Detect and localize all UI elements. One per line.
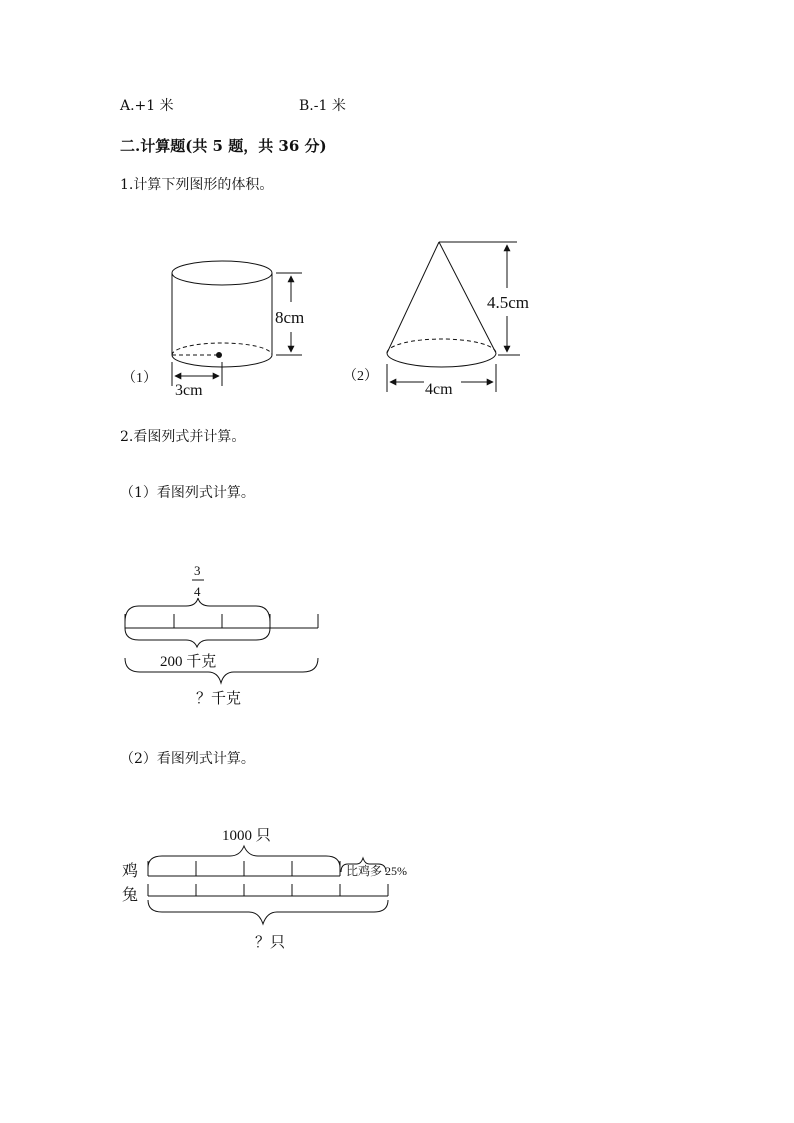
- cylinder-bottom-back: [172, 343, 272, 355]
- question-2-1-prompt: （1）看图列式计算。: [120, 485, 255, 501]
- cylinder-radius-label: 3cm: [175, 382, 203, 399]
- cone-figure: [387, 242, 520, 392]
- question-2-prompt: 2.看图列式并计算。: [120, 429, 246, 445]
- cone-base-back: [387, 339, 496, 353]
- fraction-bar-diagram: [125, 580, 318, 683]
- question-1-prompt: 1.计算下列图形的体积。: [120, 177, 274, 193]
- option-b: B.-1 米: [299, 98, 346, 114]
- fraction-numerator: 3: [194, 563, 201, 578]
- cone-left-edge: [387, 242, 439, 353]
- figure-2-label: （2）: [343, 369, 378, 384]
- figure-1-label: （1）: [122, 371, 157, 386]
- option-a: A.+1 米: [120, 98, 174, 114]
- known-weight-label: 200 千克: [160, 654, 217, 670]
- chicken-count-label: 1000 只: [222, 828, 271, 844]
- unknown-total-label: ？只: [255, 935, 286, 951]
- cone-base-front: [387, 353, 496, 367]
- cylinder-height-label: 8cm: [275, 308, 305, 327]
- top-brace: [125, 598, 270, 622]
- fraction-denominator: 4: [194, 584, 201, 599]
- cone-diameter-label: 4cm: [425, 381, 453, 398]
- cylinder-top: [172, 261, 272, 285]
- section-heading: 二.计算题(共 5 题，共 36 分): [120, 137, 327, 155]
- cone-height-label: 4.5cm: [487, 293, 530, 312]
- rabbit-total-brace: [148, 900, 388, 924]
- bottom-brace: [125, 658, 318, 683]
- unknown-weight-label: ？千克: [196, 691, 242, 707]
- cylinder-center: [216, 352, 222, 358]
- chicken-rabbit-diagram: [148, 846, 388, 924]
- question-2-2-prompt: （2）看图列式计算。: [120, 751, 255, 767]
- middle-brace: [125, 628, 270, 647]
- chicken-row-label: 鸡: [122, 863, 139, 880]
- more-percentage-label: 比鸡多 25%: [346, 864, 407, 878]
- rabbit-row-label: 兔: [122, 887, 139, 904]
